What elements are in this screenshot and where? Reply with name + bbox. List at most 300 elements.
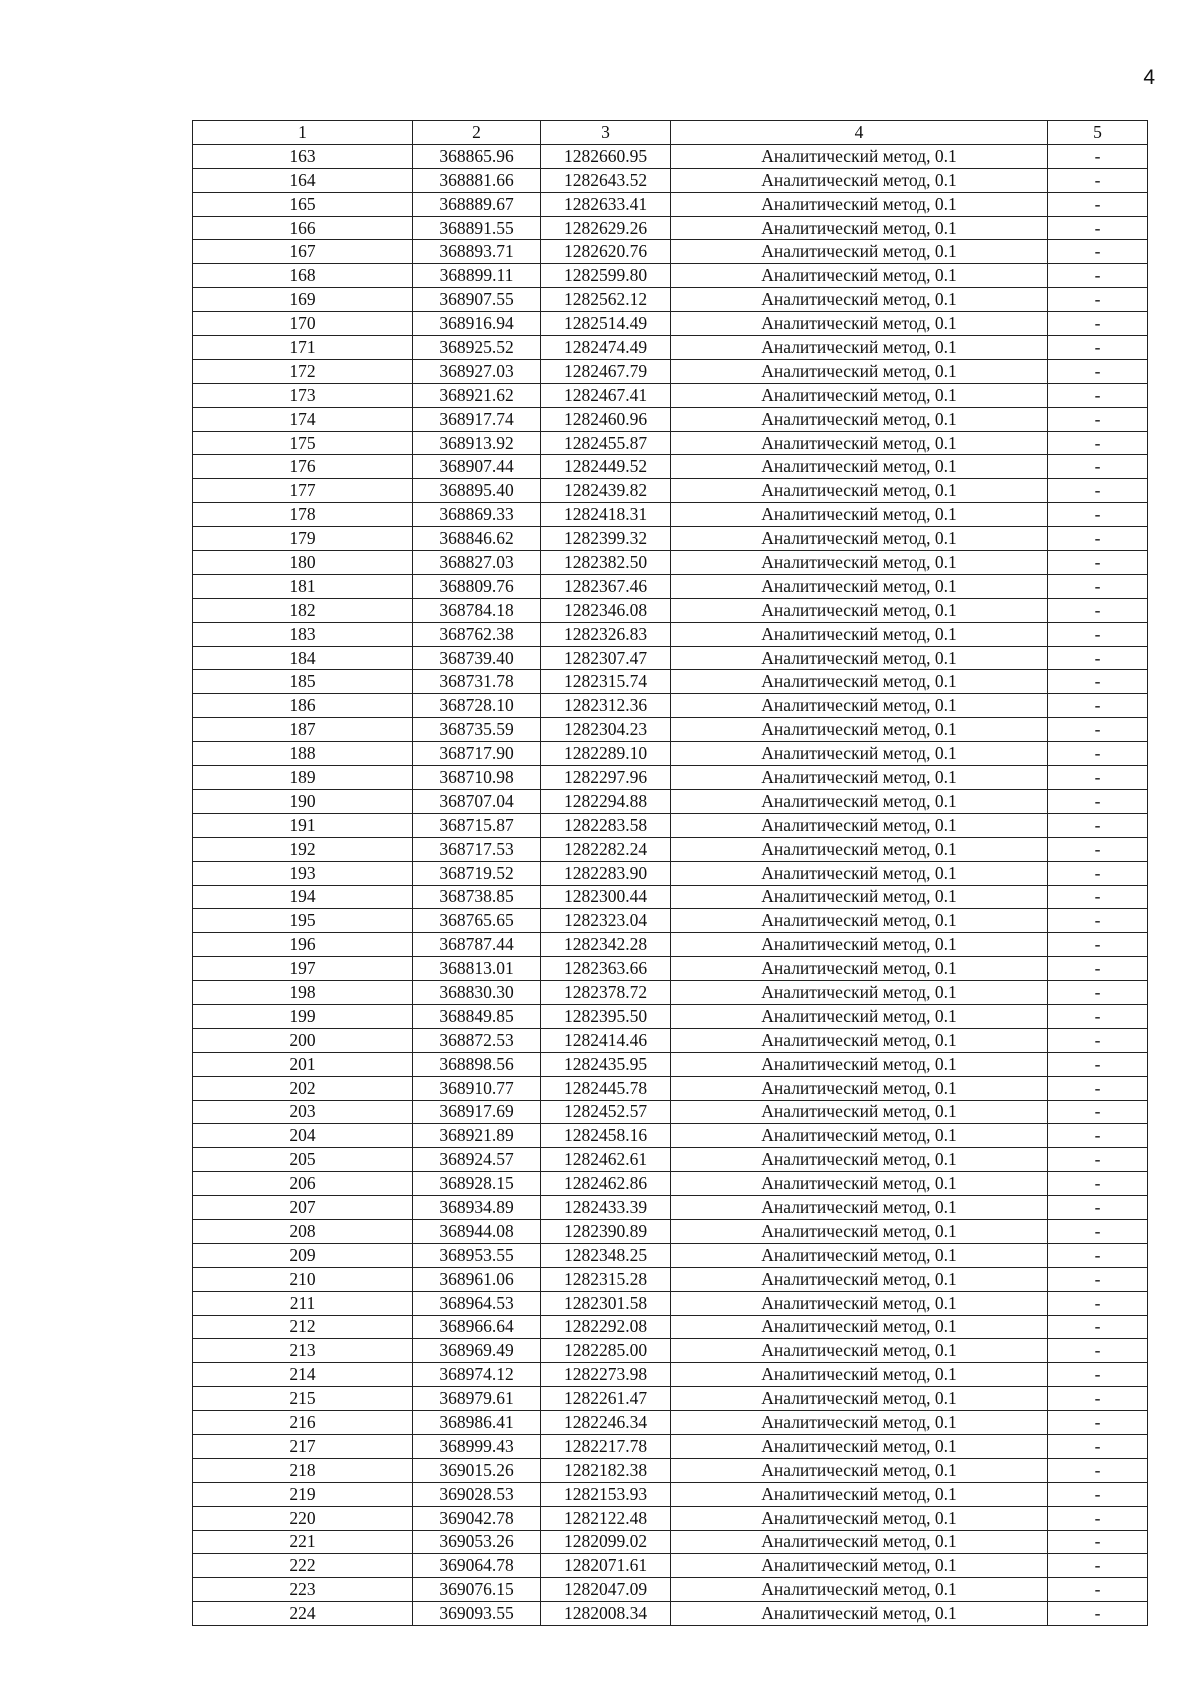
table-row [193, 527, 1148, 551]
point-number-cell: 188 [193, 742, 413, 766]
table-row [193, 718, 1148, 742]
note-cell: - [1048, 1196, 1148, 1220]
y-coordinate-cell: 1282297.96 [541, 766, 671, 790]
table-row [193, 1506, 1148, 1530]
method-cell: Аналитический метод, 0.1 [671, 1602, 1048, 1626]
note-cell: - [1048, 407, 1148, 431]
method-cell: Аналитический метод, 0.1 [671, 1506, 1048, 1530]
x-coordinate-cell: 368809.76 [413, 574, 541, 598]
point-number-cell: 171 [193, 336, 413, 360]
note-cell: - [1048, 1411, 1148, 1435]
x-coordinate-cell: 368735.59 [413, 718, 541, 742]
y-coordinate-cell: 1282395.50 [541, 1004, 671, 1028]
note-cell: - [1048, 288, 1148, 312]
y-coordinate-cell: 1282418.31 [541, 503, 671, 527]
table-row [193, 1148, 1148, 1172]
table-row [193, 1004, 1148, 1028]
table-row [193, 885, 1148, 909]
y-coordinate-cell: 1282462.61 [541, 1148, 671, 1172]
method-cell: Аналитический метод, 0.1 [671, 694, 1048, 718]
y-coordinate-cell: 1282312.36 [541, 694, 671, 718]
y-coordinate-cell: 1282452.57 [541, 1100, 671, 1124]
method-cell: Аналитический метод, 0.1 [671, 1458, 1048, 1482]
y-coordinate-cell: 1282414.46 [541, 1028, 671, 1052]
x-coordinate-cell: 368765.65 [413, 909, 541, 933]
note-cell: - [1048, 1148, 1148, 1172]
table-row [193, 861, 1148, 885]
x-coordinate-cell: 368728.10 [413, 694, 541, 718]
method-cell: Аналитический метод, 0.1 [671, 1411, 1048, 1435]
y-coordinate-cell: 1282433.39 [541, 1196, 671, 1220]
table-row [193, 1387, 1148, 1411]
note-cell: - [1048, 527, 1148, 551]
y-coordinate-cell: 1282399.32 [541, 527, 671, 551]
point-number-cell: 187 [193, 718, 413, 742]
method-cell: Аналитический метод, 0.1 [671, 742, 1048, 766]
y-coordinate-cell: 1282462.86 [541, 1172, 671, 1196]
x-coordinate-cell: 368849.85 [413, 1004, 541, 1028]
note-cell: - [1048, 1434, 1148, 1458]
point-number-cell: 210 [193, 1267, 413, 1291]
x-coordinate-cell: 368889.67 [413, 192, 541, 216]
note-cell: - [1048, 1530, 1148, 1554]
x-coordinate-cell: 368872.53 [413, 1028, 541, 1052]
table-row [193, 1578, 1148, 1602]
y-coordinate-cell: 1282467.79 [541, 359, 671, 383]
note-cell: - [1048, 1219, 1148, 1243]
x-coordinate-cell: 368921.62 [413, 383, 541, 407]
method-cell: Аналитический метод, 0.1 [671, 1267, 1048, 1291]
y-coordinate-cell: 1282346.08 [541, 598, 671, 622]
header-row [193, 121, 1148, 145]
point-number-cell: 192 [193, 837, 413, 861]
table-row [193, 288, 1148, 312]
y-coordinate-cell: 1282301.58 [541, 1291, 671, 1315]
method-cell: Аналитический метод, 0.1 [671, 431, 1048, 455]
method-cell: Аналитический метод, 0.1 [671, 288, 1048, 312]
point-number-cell: 189 [193, 766, 413, 790]
x-coordinate-cell: 368717.53 [413, 837, 541, 861]
note-cell: - [1048, 359, 1148, 383]
point-number-cell: 190 [193, 789, 413, 813]
method-cell: Аналитический метод, 0.1 [671, 1100, 1048, 1124]
method-cell: Аналитический метод, 0.1 [671, 1004, 1048, 1028]
table-row [193, 694, 1148, 718]
point-number-cell: 222 [193, 1554, 413, 1578]
table-row [193, 1482, 1148, 1506]
table-row [193, 144, 1148, 168]
table-row [193, 1052, 1148, 1076]
x-coordinate-cell: 368895.40 [413, 479, 541, 503]
method-cell: Аналитический метод, 0.1 [671, 813, 1048, 837]
y-coordinate-cell: 1282283.58 [541, 813, 671, 837]
note-cell: - [1048, 1578, 1148, 1602]
x-coordinate-cell: 368934.89 [413, 1196, 541, 1220]
x-coordinate-cell: 368924.57 [413, 1148, 541, 1172]
point-number-cell: 165 [193, 192, 413, 216]
y-coordinate-cell: 1282153.93 [541, 1482, 671, 1506]
x-coordinate-cell: 368891.55 [413, 216, 541, 240]
point-number-cell: 196 [193, 933, 413, 957]
table-row [193, 1554, 1148, 1578]
y-coordinate-cell: 1282367.46 [541, 574, 671, 598]
note-cell: - [1048, 861, 1148, 885]
point-number-cell: 212 [193, 1315, 413, 1339]
x-coordinate-cell: 368717.90 [413, 742, 541, 766]
y-coordinate-cell: 1282382.50 [541, 551, 671, 575]
point-number-cell: 178 [193, 503, 413, 527]
method-cell: Аналитический метод, 0.1 [671, 981, 1048, 1005]
note-cell: - [1048, 933, 1148, 957]
point-number-cell: 194 [193, 885, 413, 909]
point-number-cell: 197 [193, 957, 413, 981]
table-row [193, 981, 1148, 1005]
table-row [193, 766, 1148, 790]
method-cell: Аналитический метод, 0.1 [671, 1028, 1048, 1052]
x-coordinate-cell: 368830.30 [413, 981, 541, 1005]
note-cell: - [1048, 168, 1148, 192]
y-coordinate-cell: 1282435.95 [541, 1052, 671, 1076]
point-number-cell: 201 [193, 1052, 413, 1076]
method-cell: Аналитический метод, 0.1 [671, 598, 1048, 622]
method-cell: Аналитический метод, 0.1 [671, 766, 1048, 790]
x-coordinate-cell: 368813.01 [413, 957, 541, 981]
note-cell: - [1048, 336, 1148, 360]
y-coordinate-cell: 1282099.02 [541, 1530, 671, 1554]
note-cell: - [1048, 1339, 1148, 1363]
x-coordinate-cell: 368710.98 [413, 766, 541, 790]
point-number-cell: 172 [193, 359, 413, 383]
method-cell: Аналитический метод, 0.1 [671, 1148, 1048, 1172]
note-cell: - [1048, 766, 1148, 790]
table-row [193, 933, 1148, 957]
method-cell: Аналитический метод, 0.1 [671, 312, 1048, 336]
y-coordinate-cell: 1282514.49 [541, 312, 671, 336]
note-cell: - [1048, 1052, 1148, 1076]
y-coordinate-cell: 1282378.72 [541, 981, 671, 1005]
method-cell: Аналитический метод, 0.1 [671, 957, 1048, 981]
x-coordinate-cell: 368893.71 [413, 240, 541, 264]
method-cell: Аналитический метод, 0.1 [671, 479, 1048, 503]
point-number-cell: 214 [193, 1363, 413, 1387]
note-cell: - [1048, 813, 1148, 837]
table-row [193, 837, 1148, 861]
note-cell: - [1048, 216, 1148, 240]
table-row [193, 240, 1148, 264]
point-number-cell: 176 [193, 455, 413, 479]
y-coordinate-cell: 1282629.26 [541, 216, 671, 240]
point-number-cell: 185 [193, 670, 413, 694]
point-number-cell: 221 [193, 1530, 413, 1554]
y-coordinate-cell: 1282390.89 [541, 1219, 671, 1243]
method-cell: Аналитический метод, 0.1 [671, 933, 1048, 957]
point-number-cell: 205 [193, 1148, 413, 1172]
table-row [193, 1028, 1148, 1052]
table-row [193, 622, 1148, 646]
x-coordinate-cell: 368907.44 [413, 455, 541, 479]
method-cell: Аналитический метод, 0.1 [671, 1363, 1048, 1387]
note-cell: - [1048, 1004, 1148, 1028]
y-coordinate-cell: 1282599.80 [541, 264, 671, 288]
note-cell: - [1048, 264, 1148, 288]
table-row [193, 192, 1148, 216]
method-cell: Аналитический метод, 0.1 [671, 264, 1048, 288]
table-row [193, 1100, 1148, 1124]
x-coordinate-cell: 368917.69 [413, 1100, 541, 1124]
point-number-cell: 200 [193, 1028, 413, 1052]
method-cell: Аналитический метод, 0.1 [671, 1291, 1048, 1315]
method-cell: Аналитический метод, 0.1 [671, 1554, 1048, 1578]
y-coordinate-cell: 1282304.23 [541, 718, 671, 742]
note-cell: - [1048, 789, 1148, 813]
method-cell: Аналитический метод, 0.1 [671, 503, 1048, 527]
method-cell: Аналитический метод, 0.1 [671, 885, 1048, 909]
point-number-cell: 180 [193, 551, 413, 575]
x-coordinate-cell: 369093.55 [413, 1602, 541, 1626]
point-number-cell: 164 [193, 168, 413, 192]
y-coordinate-cell: 1282315.28 [541, 1267, 671, 1291]
y-coordinate-cell: 1282289.10 [541, 742, 671, 766]
y-coordinate-cell: 1282562.12 [541, 288, 671, 312]
y-coordinate-cell: 1282292.08 [541, 1315, 671, 1339]
table-row [193, 359, 1148, 383]
note-cell: - [1048, 1315, 1148, 1339]
note-cell: - [1048, 1363, 1148, 1387]
table-row [193, 1363, 1148, 1387]
table-row [193, 312, 1148, 336]
y-coordinate-cell: 1282261.47 [541, 1387, 671, 1411]
method-cell: Аналитический метод, 0.1 [671, 1482, 1048, 1506]
point-number-cell: 224 [193, 1602, 413, 1626]
note-cell: - [1048, 1458, 1148, 1482]
x-coordinate-cell: 368999.43 [413, 1434, 541, 1458]
y-coordinate-cell: 1282182.38 [541, 1458, 671, 1482]
note-cell: - [1048, 574, 1148, 598]
y-coordinate-cell: 1282620.76 [541, 240, 671, 264]
y-coordinate-cell: 1282246.34 [541, 1411, 671, 1435]
note-cell: - [1048, 144, 1148, 168]
x-coordinate-cell: 368707.04 [413, 789, 541, 813]
x-coordinate-cell: 369042.78 [413, 1506, 541, 1530]
method-cell: Аналитический метод, 0.1 [671, 168, 1048, 192]
x-coordinate-cell: 368846.62 [413, 527, 541, 551]
note-cell: - [1048, 1291, 1148, 1315]
method-cell: Аналитический метод, 0.1 [671, 1052, 1048, 1076]
point-number-cell: 182 [193, 598, 413, 622]
point-number-cell: 215 [193, 1387, 413, 1411]
y-coordinate-cell: 1282273.98 [541, 1363, 671, 1387]
x-coordinate-cell: 368917.74 [413, 407, 541, 431]
table-row [193, 574, 1148, 598]
y-coordinate-cell: 1282439.82 [541, 479, 671, 503]
note-cell: - [1048, 909, 1148, 933]
note-cell: - [1048, 455, 1148, 479]
x-coordinate-cell: 369028.53 [413, 1482, 541, 1506]
point-number-cell: 199 [193, 1004, 413, 1028]
method-cell: Аналитический метод, 0.1 [671, 527, 1048, 551]
table-row [193, 1124, 1148, 1148]
x-coordinate-cell: 368925.52 [413, 336, 541, 360]
point-number-cell: 184 [193, 646, 413, 670]
x-coordinate-cell: 368986.41 [413, 1411, 541, 1435]
note-cell: - [1048, 885, 1148, 909]
x-coordinate-cell: 369015.26 [413, 1458, 541, 1482]
method-cell: Аналитический метод, 0.1 [671, 622, 1048, 646]
column-header-1: 1 [193, 121, 413, 145]
y-coordinate-cell: 1282071.61 [541, 1554, 671, 1578]
table-row [193, 407, 1148, 431]
x-coordinate-cell: 368907.55 [413, 288, 541, 312]
note-cell: - [1048, 240, 1148, 264]
x-coordinate-cell: 368964.53 [413, 1291, 541, 1315]
y-coordinate-cell: 1282315.74 [541, 670, 671, 694]
method-cell: Аналитический метод, 0.1 [671, 1434, 1048, 1458]
note-cell: - [1048, 837, 1148, 861]
table-row [193, 1434, 1148, 1458]
method-cell: Аналитический метод, 0.1 [671, 837, 1048, 861]
note-cell: - [1048, 1602, 1148, 1626]
y-coordinate-cell: 1282363.66 [541, 957, 671, 981]
point-number-cell: 186 [193, 694, 413, 718]
y-coordinate-cell: 1282294.88 [541, 789, 671, 813]
table-row [193, 455, 1148, 479]
method-cell: Аналитический метод, 0.1 [671, 718, 1048, 742]
method-cell: Аналитический метод, 0.1 [671, 336, 1048, 360]
table-row [193, 1196, 1148, 1220]
table-row [193, 336, 1148, 360]
method-cell: Аналитический метод, 0.1 [671, 1243, 1048, 1267]
table-row [193, 216, 1148, 240]
x-coordinate-cell: 369064.78 [413, 1554, 541, 1578]
method-cell: Аналитический метод, 0.1 [671, 670, 1048, 694]
table-row [193, 1076, 1148, 1100]
point-number-cell: 181 [193, 574, 413, 598]
x-coordinate-cell: 368865.96 [413, 144, 541, 168]
x-coordinate-cell: 368910.77 [413, 1076, 541, 1100]
table-row [193, 1458, 1148, 1482]
y-coordinate-cell: 1282643.52 [541, 168, 671, 192]
method-cell: Аналитический метод, 0.1 [671, 574, 1048, 598]
y-coordinate-cell: 1282285.00 [541, 1339, 671, 1363]
point-number-cell: 211 [193, 1291, 413, 1315]
table-row [193, 670, 1148, 694]
x-coordinate-cell: 368899.11 [413, 264, 541, 288]
table-row [193, 742, 1148, 766]
y-coordinate-cell: 1282460.96 [541, 407, 671, 431]
point-number-cell: 175 [193, 431, 413, 455]
table-row [193, 1602, 1148, 1626]
method-cell: Аналитический метод, 0.1 [671, 789, 1048, 813]
note-cell: - [1048, 1267, 1148, 1291]
x-coordinate-cell: 368927.03 [413, 359, 541, 383]
method-cell: Аналитический метод, 0.1 [671, 216, 1048, 240]
x-coordinate-cell: 368731.78 [413, 670, 541, 694]
note-cell: - [1048, 981, 1148, 1005]
column-header-2: 2 [413, 121, 541, 145]
table-row [193, 1411, 1148, 1435]
note-cell: - [1048, 1554, 1148, 1578]
point-number-cell: 174 [193, 407, 413, 431]
method-cell: Аналитический метод, 0.1 [671, 359, 1048, 383]
point-number-cell: 191 [193, 813, 413, 837]
x-coordinate-cell: 368969.49 [413, 1339, 541, 1363]
table-header [193, 121, 1148, 145]
y-coordinate-cell: 1282633.41 [541, 192, 671, 216]
point-number-cell: 202 [193, 1076, 413, 1100]
method-cell: Аналитический метод, 0.1 [671, 909, 1048, 933]
x-coordinate-cell: 368916.94 [413, 312, 541, 336]
point-number-cell: 183 [193, 622, 413, 646]
method-cell: Аналитический метод, 0.1 [671, 1196, 1048, 1220]
x-coordinate-cell: 368944.08 [413, 1219, 541, 1243]
x-coordinate-cell: 368787.44 [413, 933, 541, 957]
point-number-cell: 179 [193, 527, 413, 551]
y-coordinate-cell: 1282300.44 [541, 885, 671, 909]
column-header-5: 5 [1048, 121, 1148, 145]
y-coordinate-cell: 1282342.28 [541, 933, 671, 957]
table-body [193, 144, 1148, 1625]
note-cell: - [1048, 1100, 1148, 1124]
note-cell: - [1048, 1506, 1148, 1530]
note-cell: - [1048, 1482, 1148, 1506]
point-number-cell: 207 [193, 1196, 413, 1220]
x-coordinate-cell: 368961.06 [413, 1267, 541, 1291]
point-number-cell: 163 [193, 144, 413, 168]
method-cell: Аналитический метод, 0.1 [671, 1530, 1048, 1554]
table-row [193, 1172, 1148, 1196]
x-coordinate-cell: 368739.40 [413, 646, 541, 670]
table-row [193, 957, 1148, 981]
x-coordinate-cell: 368881.66 [413, 168, 541, 192]
x-coordinate-cell: 368715.87 [413, 813, 541, 837]
x-coordinate-cell: 368827.03 [413, 551, 541, 575]
point-number-cell: 193 [193, 861, 413, 885]
y-coordinate-cell: 1282467.41 [541, 383, 671, 407]
table-row [193, 813, 1148, 837]
point-number-cell: 170 [193, 312, 413, 336]
note-cell: - [1048, 312, 1148, 336]
x-coordinate-cell: 368966.64 [413, 1315, 541, 1339]
x-coordinate-cell: 369053.26 [413, 1530, 541, 1554]
table-row [193, 551, 1148, 575]
point-number-cell: 217 [193, 1434, 413, 1458]
note-cell: - [1048, 670, 1148, 694]
point-number-cell: 168 [193, 264, 413, 288]
point-number-cell: 223 [193, 1578, 413, 1602]
method-cell: Аналитический метод, 0.1 [671, 383, 1048, 407]
y-coordinate-cell: 1282660.95 [541, 144, 671, 168]
x-coordinate-cell: 368928.15 [413, 1172, 541, 1196]
point-number-cell: 177 [193, 479, 413, 503]
point-number-cell: 219 [193, 1482, 413, 1506]
y-coordinate-cell: 1282217.78 [541, 1434, 671, 1458]
x-coordinate-cell: 368974.12 [413, 1363, 541, 1387]
x-coordinate-cell: 368913.92 [413, 431, 541, 455]
y-coordinate-cell: 1282282.24 [541, 837, 671, 861]
column-header-3: 3 [541, 121, 671, 145]
table-row [193, 431, 1148, 455]
note-cell: - [1048, 479, 1148, 503]
note-cell: - [1048, 192, 1148, 216]
table-row [193, 383, 1148, 407]
point-number-cell: 220 [193, 1506, 413, 1530]
note-cell: - [1048, 742, 1148, 766]
table-row [193, 1291, 1148, 1315]
table-row [193, 1339, 1148, 1363]
column-header-4: 4 [671, 121, 1048, 145]
note-cell: - [1048, 718, 1148, 742]
y-coordinate-cell: 1282449.52 [541, 455, 671, 479]
